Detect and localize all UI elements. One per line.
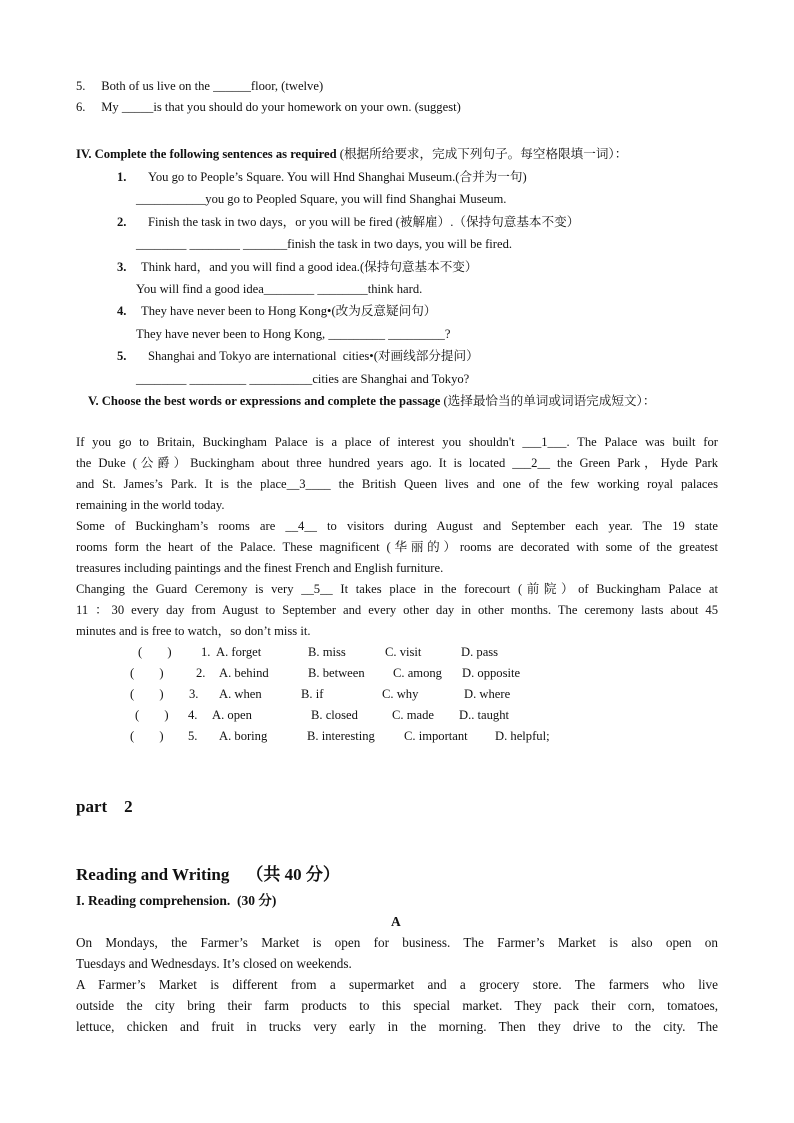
passage-paragraph-1 (76, 432, 718, 516)
section-title: Reading and Writing （共 40 分） (76, 865, 340, 884)
question-6: 6. My _____is that you should do your homework on your own. (suggest) (76, 100, 461, 114)
s4-item-2-num: 2. (117, 215, 127, 229)
question-5: 5. Both of us live on the ______floor, (twelve) (76, 79, 324, 93)
option-a[interactable]: A. when (219, 687, 262, 701)
option-d[interactable]: D. pass (461, 645, 499, 659)
option-d[interactable]: D. helpful; (495, 729, 550, 743)
option-b[interactable]: B. between (308, 666, 365, 680)
answer-blank[interactable]: ( ) (130, 729, 164, 743)
answer-blank[interactable]: ( ) (138, 645, 172, 659)
option-a[interactable]: A. open (212, 708, 252, 722)
option-d[interactable]: D. where (464, 687, 511, 701)
option-a[interactable]: A. behind (219, 666, 269, 680)
option-b[interactable]: B. closed (311, 708, 358, 722)
s4-item-2-question: Finish the task in two days，or you will be fired (被解雇）.（保持句意基本不变） (148, 215, 580, 229)
passage-line: 11 ：30 every day from August to September and every other day in other months. The ceremony lasts about 45 (76, 603, 718, 617)
option-d[interactable]: D. opposite (462, 666, 521, 680)
s4-item-4-answer: They have never been to Hong Kong, _________ _________? (136, 327, 451, 341)
passage-line: remaining in the world today. (76, 498, 225, 512)
answer-blank[interactable]: ( ) (130, 687, 164, 701)
s4-item-1-answer: ___________you go to Peopled Square, you will find Shanghai Museum. (136, 192, 507, 206)
passage-line: minutes and is free to watch，so don’t miss it. (76, 624, 311, 638)
passage-line: and St. James’s Park. It is the place__3____ the British Queen lives and one of the few working royal palaces (76, 477, 718, 491)
passage-line: Tuesdays and Wednesdays. It’s closed on weekends. (76, 956, 352, 971)
option-c[interactable]: C. made (392, 708, 434, 722)
part-title: part 2 (76, 797, 133, 816)
passage-line: rooms form the heart of the Palace. These magnificent (华丽的）rooms are decorated with some of the greatest (76, 540, 718, 554)
passage-line: If you go to Britain, Buckingham Palace is a place of interest you shouldn't ___1___. The Palace was built for (76, 435, 718, 449)
option-number: 2. (196, 666, 206, 680)
s4-item-4-num: 4. (117, 304, 127, 318)
option-number: 1. (201, 645, 211, 659)
option-b[interactable]: B. miss (308, 645, 346, 659)
passage-line: Changing the Guard Ceremony is very __5__ It takes place in the forecourt (前院）of Buckingham Palace at (76, 582, 718, 596)
s4-item-1-question: You go to People’s Square. You will Hnd Shanghai Museum.(合并为一句) (148, 170, 527, 184)
passage-line: On Mondays, the Farmer’s Market is open for business. The Farmer’s Market is also open on (76, 935, 718, 950)
s4-item-5-answer: ________ _________ __________cities are Shanghai and Tokyo? (136, 372, 470, 386)
passage-line: A Farmer’s Market is different from a supermarket and a grocery store. The farmers who live (76, 977, 718, 992)
option-number: 3. (189, 687, 199, 701)
option-number: 4. (188, 708, 198, 722)
passage-line: treasures including paintings and the finest French and English furniture. (76, 561, 444, 575)
reading-paragraph-1 (76, 932, 718, 974)
option-number: 5. (188, 729, 198, 743)
option-b[interactable]: B. interesting (307, 729, 375, 743)
option-a[interactable]: A. boring (219, 729, 268, 743)
option-a[interactable]: A. forget (216, 645, 262, 659)
s4-item-3-question: Think hard，and you will find a good idea.(保持句意基本不变） (141, 260, 478, 274)
option-b[interactable]: B. if (301, 687, 324, 701)
option-c[interactable]: C. why (382, 687, 419, 701)
passage-letter: A (391, 914, 401, 929)
s4-item-5-num: 5. (117, 349, 127, 363)
option-d[interactable]: D.. taught (459, 708, 510, 722)
section-4-heading-bold: IV. Complete the following sentences as required (76, 147, 337, 161)
section-5-heading-bold: V. Choose the best words or expressions and complete the passage (88, 394, 441, 408)
answer-blank[interactable]: ( ) (135, 708, 169, 722)
subsection-title: I. Reading comprehension. (30 分) (76, 893, 277, 908)
option-c[interactable]: C. important (404, 729, 468, 743)
option-c[interactable]: C. visit (385, 645, 422, 659)
s4-item-1-num: 1. (117, 170, 127, 184)
passage-line: Some of Buckingham’s rooms are __4__ to visitors during August and September each year. The 19 state (76, 519, 718, 533)
section-4-heading-rest: (根据所给要求，完成下列句子。每空格限填一词）： (336, 147, 628, 161)
passage-line: the Duke (公爵）Buckingham about three hundred years ago. It is located ___2__ the Green Park，Hyde Park (76, 456, 718, 470)
option-c[interactable]: C. among (393, 666, 442, 680)
passage-line: outside the city bring their farm products to this special market. They pack their corn, tomatoes, (76, 998, 718, 1013)
s4-item-4-question: They have never been to Hong Kong•(改为反意疑问句） (141, 304, 437, 318)
s4-item-2-answer: ________ ________ _______finish the task in two days, you will be fired. (136, 237, 513, 251)
answer-blank[interactable]: ( ) (130, 666, 164, 680)
passage-paragraph-3 (76, 579, 718, 642)
s4-item-3-answer: You will find a good idea________ ________think hard. (136, 282, 423, 296)
section-5-heading-rest: (选择最恰当的单词或词语完成短文）： (440, 394, 656, 408)
s4-item-3-num: 3. (117, 260, 127, 274)
section-5-heading (88, 393, 655, 409)
reading-paragraph-2 (76, 974, 718, 1037)
passage-paragraph-2 (76, 516, 718, 579)
passage-line: lettuce, chicken and fruit in trucks very early in the morning. Then they drive to the city. The (76, 1019, 718, 1034)
s4-item-5-question: Shanghai and Tokyo are international cities•(对画线部分提问） (148, 349, 479, 363)
section-4-heading (76, 146, 627, 162)
